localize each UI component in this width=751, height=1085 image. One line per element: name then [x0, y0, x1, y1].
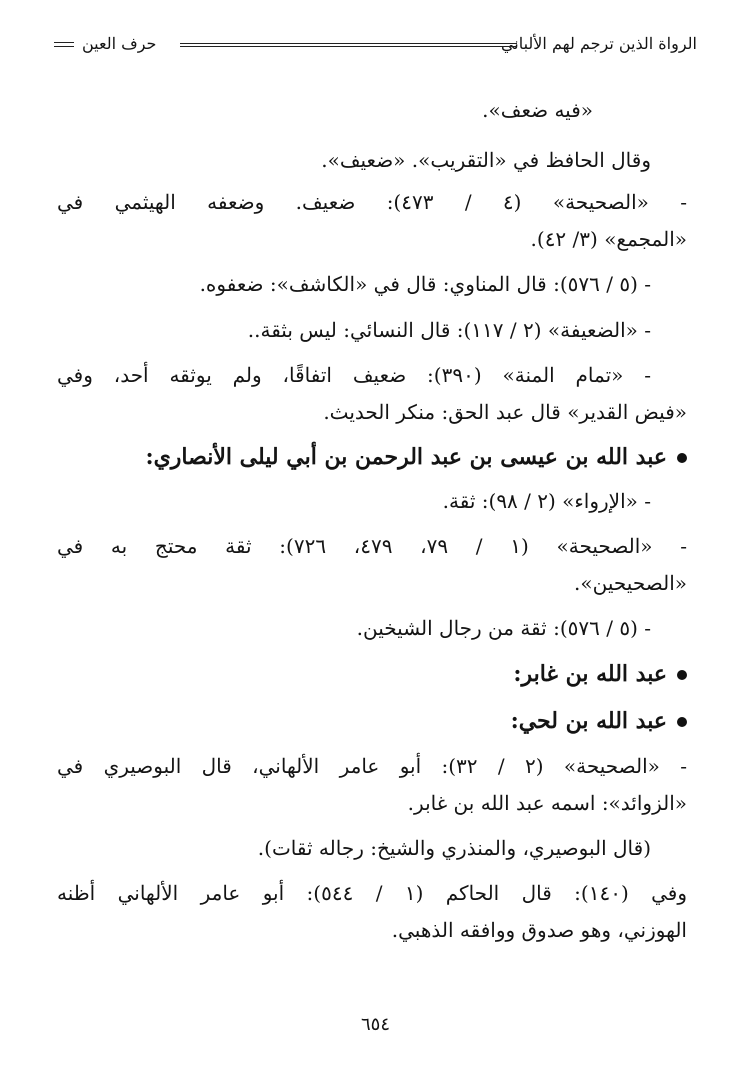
- header-double-dash: [54, 42, 74, 47]
- text-line: «الزوائد»: اسمه عبد الله بن غابر.: [407, 791, 687, 815]
- text-line: - «الضعيفة» (٢ / ١١٧): قال النسائي: ليس بثقة..: [247, 318, 651, 342]
- text-line: - «الصحيحة» (٢ / ٣٢): أبو عامر الألهاني، قال البوصيري في: [57, 754, 688, 778]
- entry-title: عبد الله بن لحي:: [510, 708, 667, 734]
- text-line: وفي (١٤٠): قال الحاكم (١ / ٥٤٤): أبو عامر الألهاني أظنه: [57, 881, 687, 905]
- text-line: - (٥ / ٥٧٦): ثقة من رجال الشيخين.: [356, 616, 651, 640]
- text-line: الهوزني، وهو صدوق ووافقه الذهبي.: [391, 918, 687, 942]
- text-line: وقال الحافظ في «التقريب». «ضعيف».: [321, 148, 651, 172]
- entry-heading: [511, 706, 687, 736]
- bullet-icon: [677, 670, 687, 680]
- entry-title: عبد الله بن عيسى بن عبد الرحمن بن أبي ليلى الأنصاري:: [145, 444, 667, 470]
- text-line: - «الصحيحة» (٤ / ٤٧٣): ضعيف. وضعفه الهيثمي في: [57, 190, 687, 214]
- page-number: ٦٥٤: [360, 1014, 390, 1035]
- text-line: «الصحيحين».: [574, 571, 687, 595]
- bullet-icon: [677, 453, 687, 463]
- text-line: «فيه ضعف».: [482, 98, 593, 122]
- text-line: (قال البوصيري، والمنذري والشيخ: رجاله ثقات).: [257, 836, 651, 860]
- running-header: [54, 34, 697, 60]
- text-line: - «الإرواء» (٢ / ٩٨): ثقة.: [442, 489, 651, 513]
- text-line: - (٥ / ٥٧٦): قال المناوي: قال في «الكاشف»: ضعفوه.: [199, 272, 651, 296]
- header-rule: [180, 43, 517, 47]
- header-book-title: الرواة الذين ترجم لهم الألباني: [500, 34, 697, 53]
- text-line: - «الصحيحة» (١ / ٧٩، ٤٧٩، ٧٢٦): ثقة محتج به في: [57, 534, 688, 558]
- entry-heading: [513, 659, 687, 689]
- text-line: «فيض القدير» قال عبد الحق: منكر الحديث.: [323, 400, 687, 424]
- entry-heading: [145, 442, 687, 472]
- bullet-icon: [677, 717, 687, 727]
- text-line: - «تمام المنة» (٣٩٠): ضعيف اتفاقًا، ولم يوثقه أحد، وفي: [57, 363, 651, 387]
- header-chapter-title: حرف العين: [82, 34, 157, 53]
- entry-title: عبد الله بن غابر:: [513, 661, 667, 687]
- text-line: «المجمع» (٣/ ٤٢).: [530, 227, 687, 251]
